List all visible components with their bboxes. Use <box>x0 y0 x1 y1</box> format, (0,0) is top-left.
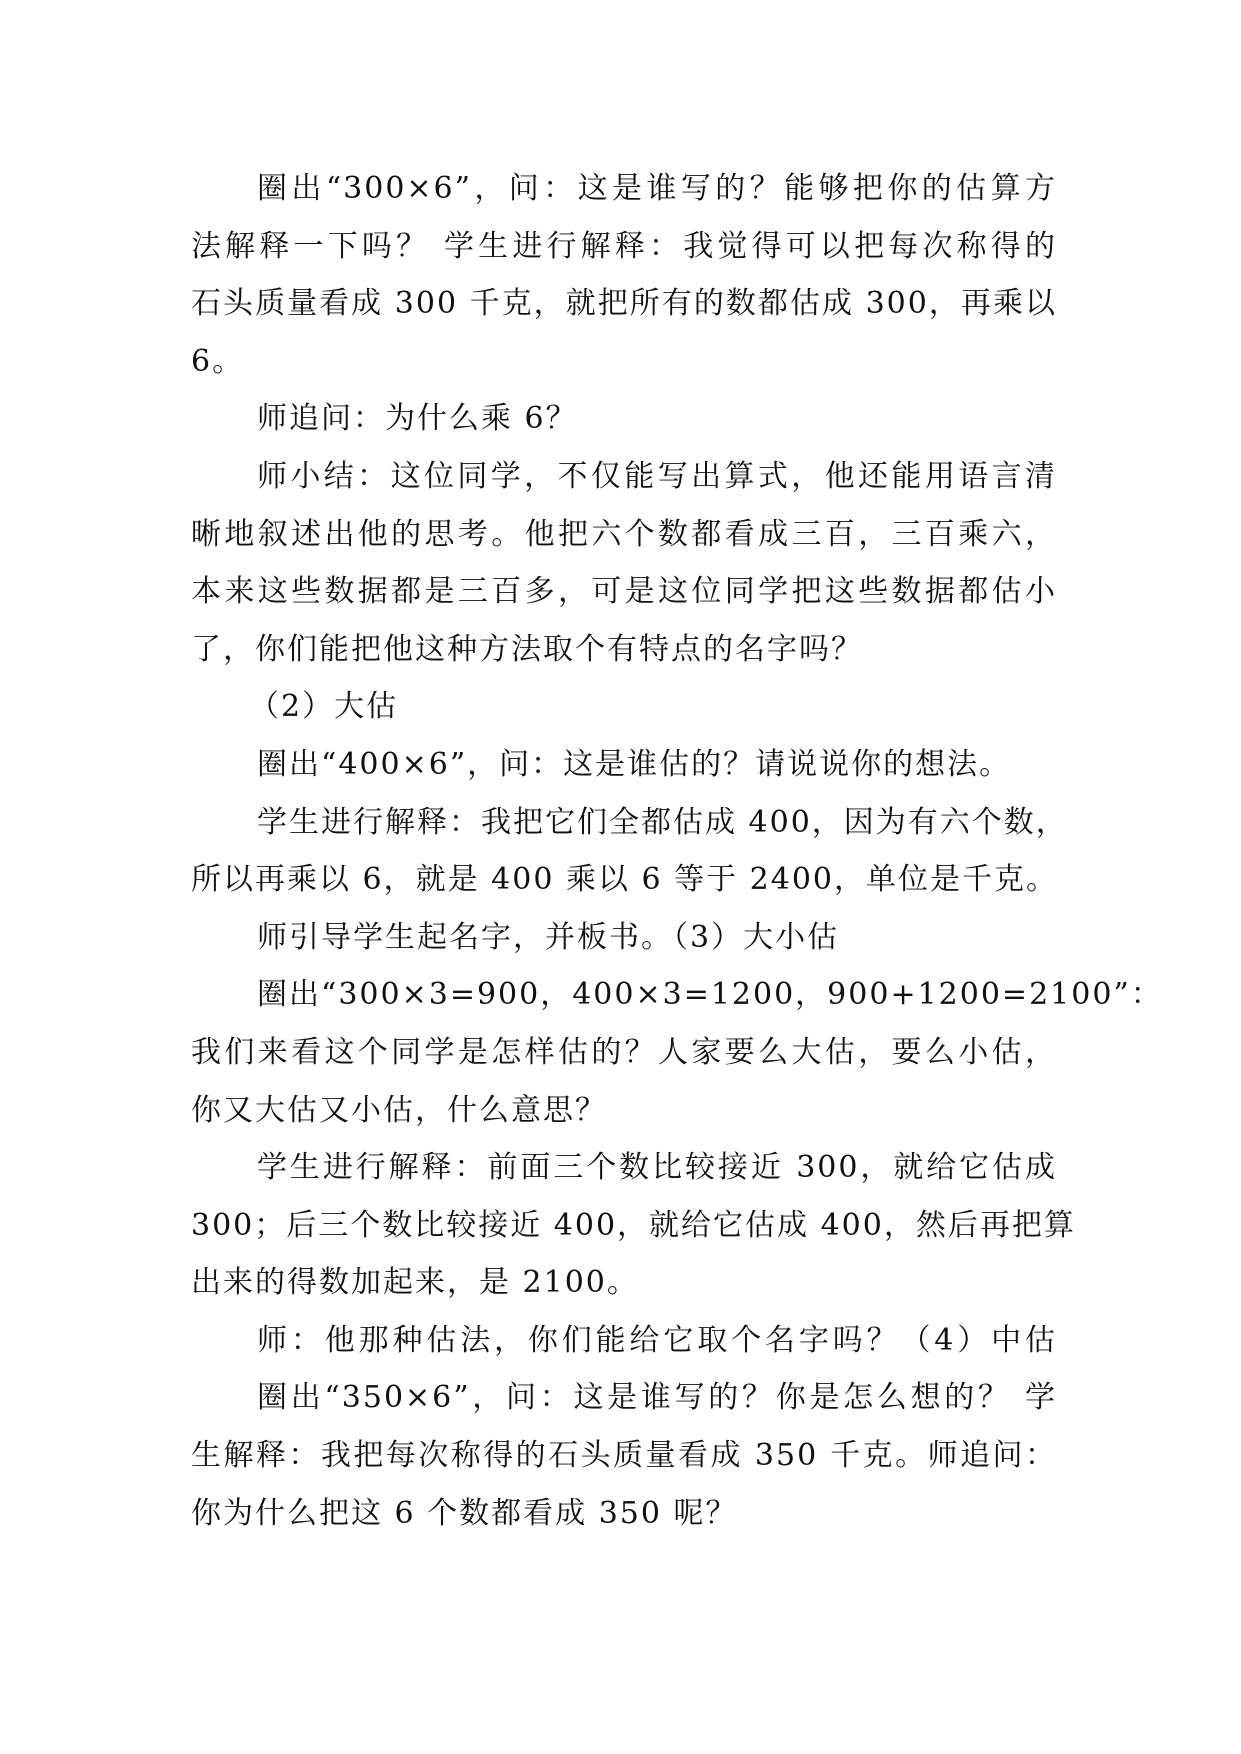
paragraph-line: 学生进行解释：前面三个数比较接近 300，就给它估成 <box>257 1150 1057 1186</box>
paragraph-line: 你为什么把这 6 个数都看成 350 呢？ <box>191 1495 738 1531</box>
paragraph-line: 6。 <box>191 343 245 379</box>
paragraph-line: 我们来看这个同学是怎样估的？人家要么大估，要么小估， <box>191 1034 1057 1070</box>
paragraph-line: 圈出“300×6”，问：这是谁写的？能够把你的估算方 <box>257 171 1057 206</box>
paragraph-line: 师追问：为什么乘 6？ <box>257 401 578 437</box>
document-body <box>191 160 1163 1542</box>
section-heading: （2）大估 <box>249 689 399 725</box>
paragraph-line: 300；后三个数比较接近 400，就给它估成 400，然后再把算 <box>191 1207 1076 1243</box>
paragraph-line: 所以再乘以 6，就是 400 乘以 6 等于 2400，单位是千克。 <box>191 862 1058 898</box>
paragraph-line: 圈出“400×6”，问：这是谁估的？请说说你的想法。 <box>257 746 1012 782</box>
paragraph-line: 法解释一下吗？ 学生进行解释：我觉得可以把每次称得的 <box>191 228 1057 264</box>
paragraph-line: 本来这些数据都是三百多，可是这位同学把这些数据都估小 <box>191 574 1057 610</box>
paragraph-line: 生解释：我把每次称得的石头质量看成 350 千克。师追问： <box>191 1438 1057 1474</box>
paragraph-line: 师小结：这位同学，不仅能写出算式，他还能用语言清 <box>257 458 1057 494</box>
paragraph-line: 你又大估又小估，什么意思？ <box>191 1092 607 1128</box>
paragraph-line: 学生进行解释：我把它们全都估成 400，因为有六个数， <box>257 804 1068 840</box>
paragraph-line: 了，你们能把他这种方法取个有特点的名字吗？ <box>191 631 863 667</box>
paragraph-line: 出来的得数加起来，是 2100。 <box>191 1265 639 1301</box>
paragraph-line: 晰地叙述出他的思考。他把六个数都看成三百，三百乘六， <box>191 516 1057 552</box>
paragraph-line: 师引导学生起名字，并板书。（3）大小估 <box>257 919 840 955</box>
paragraph-line: 圈出“300×3=900，400×3=1200，900+1200=2100”： <box>257 977 1163 1013</box>
paragraph-line: 圈出“350×6”，问：这是谁写的？你是怎么想的？ 学 <box>257 1380 1057 1416</box>
paragraph-line: 石头质量看成 300 千克，就把所有的数都估成 300，再乘以 <box>191 286 1057 322</box>
paragraph-line: 师：他那种估法，你们能给它取个名字吗？（4）中估 <box>257 1322 1057 1358</box>
